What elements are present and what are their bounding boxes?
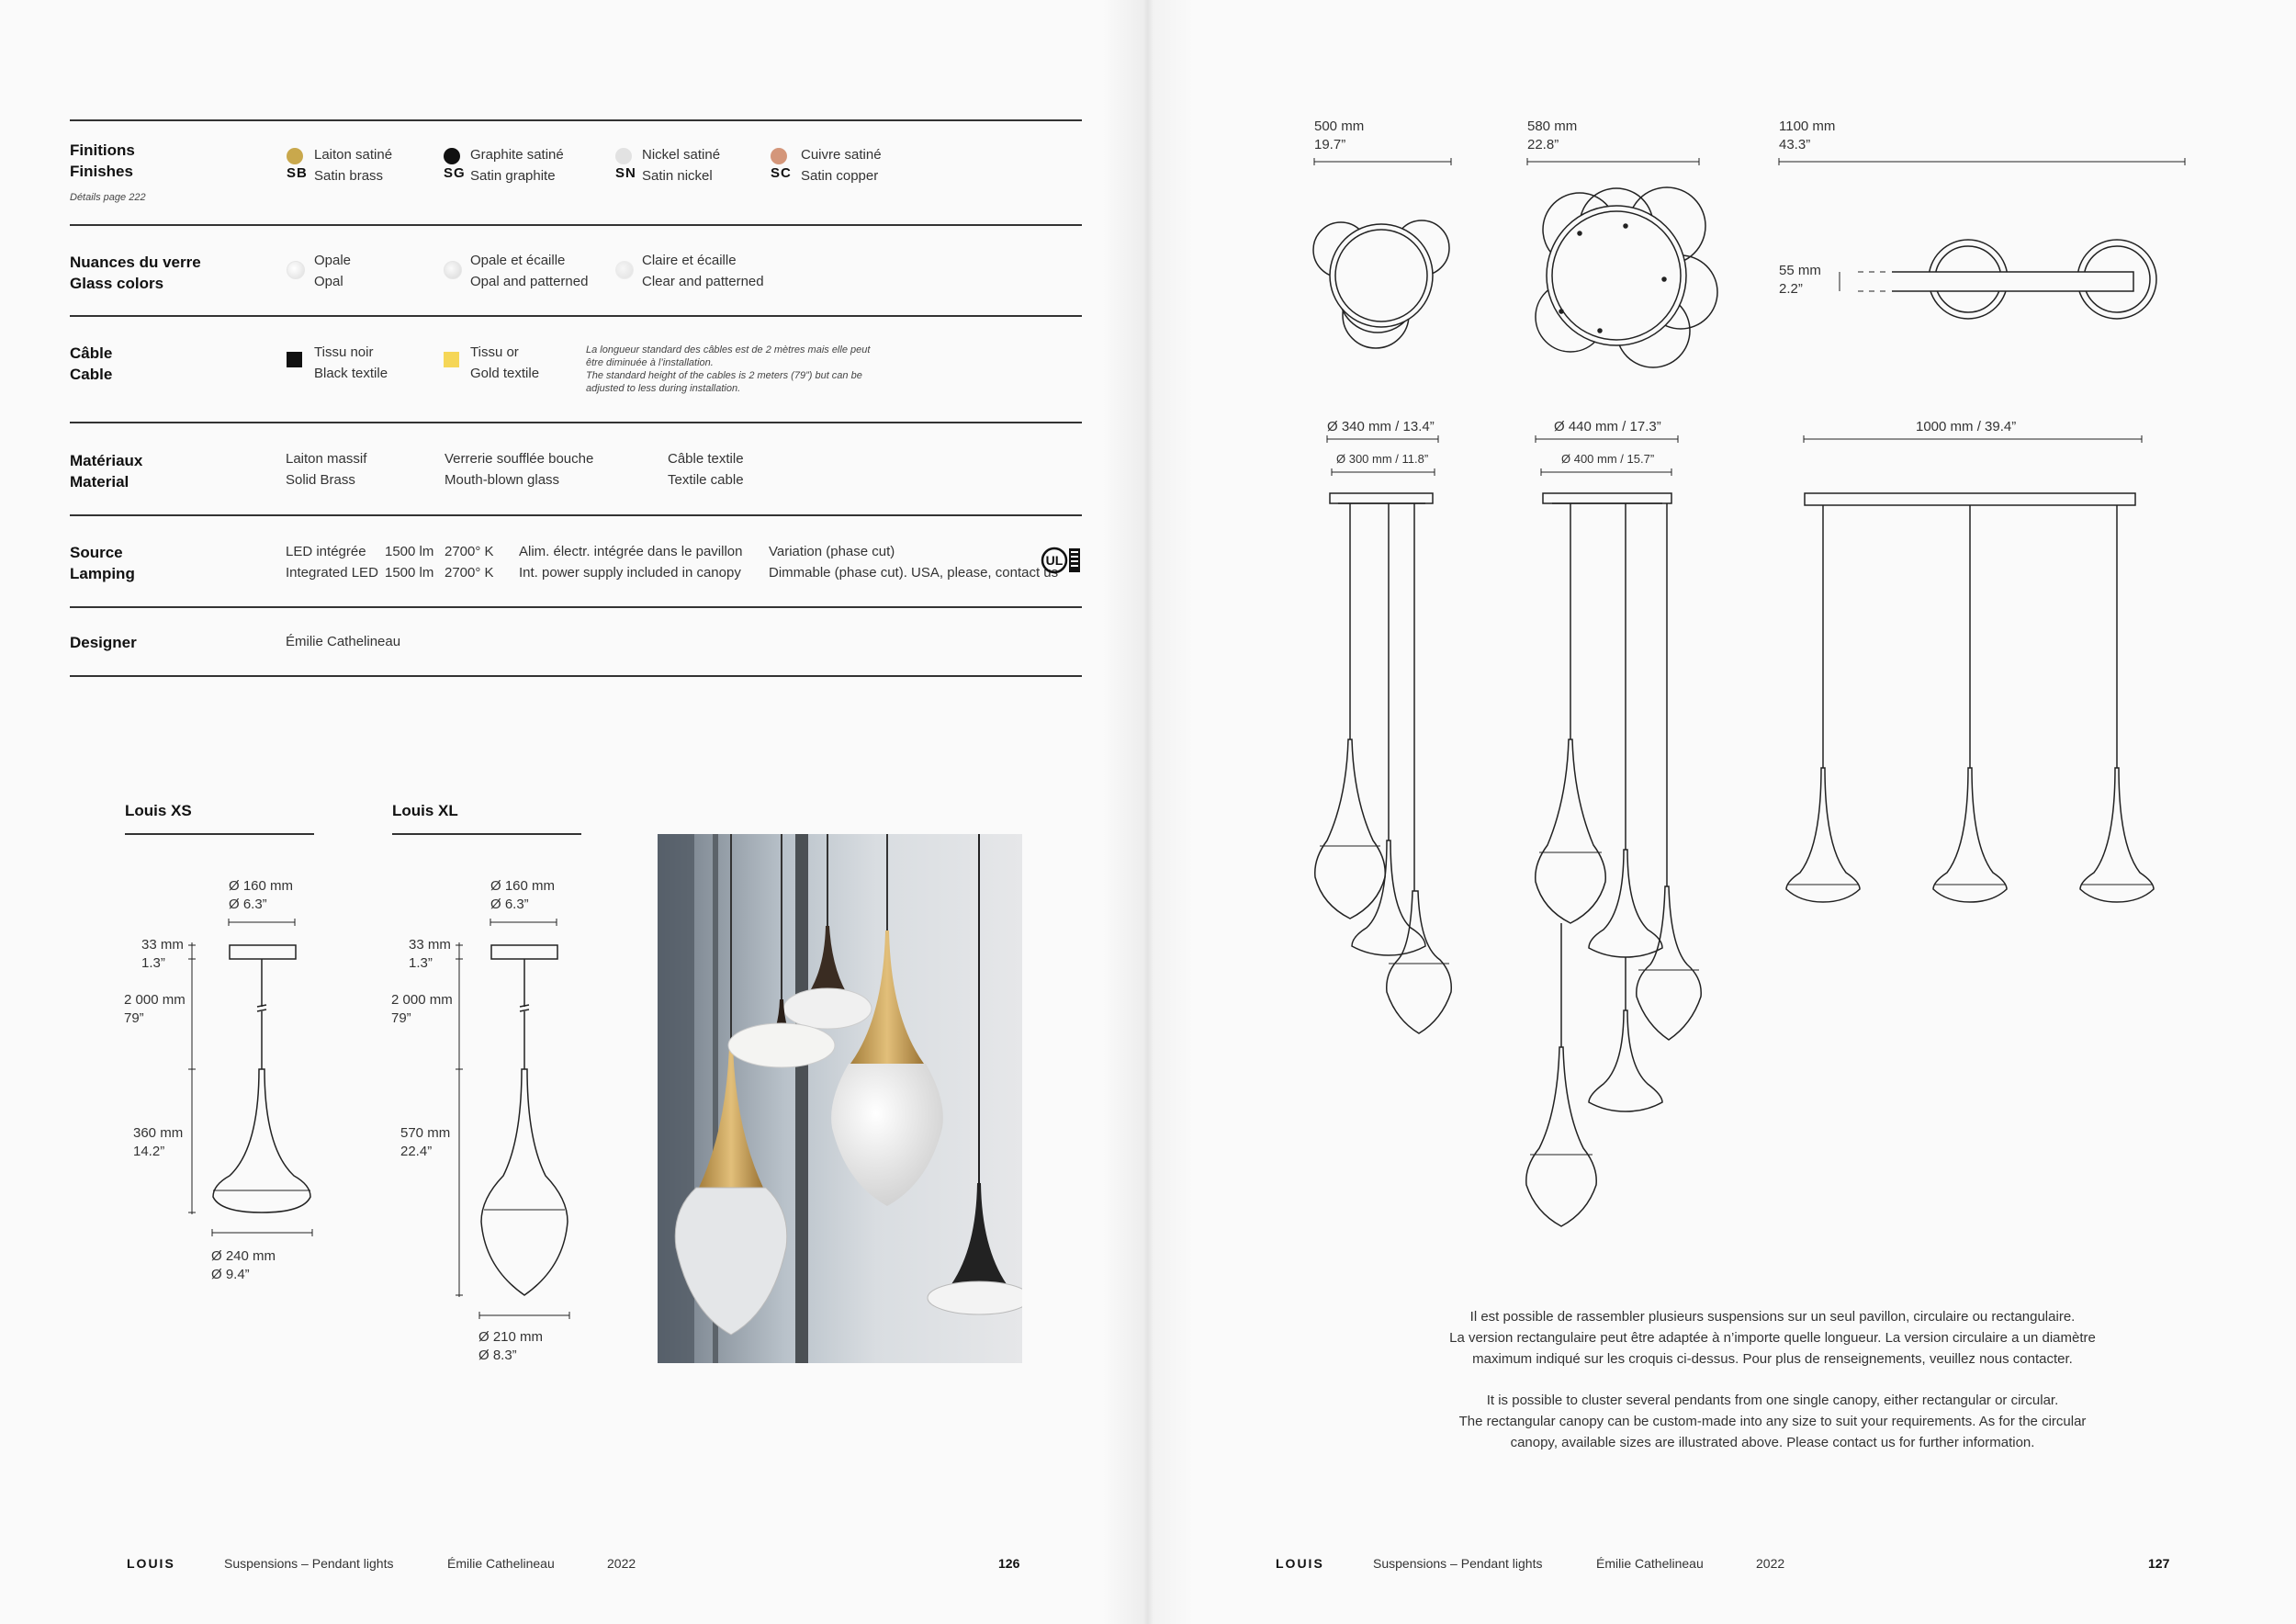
- lamping-kelvin-1: 2700° K: [445, 544, 494, 559]
- xs-cable-mm: 2 000 mm: [124, 992, 186, 1008]
- material-label-en: Material: [70, 473, 129, 491]
- footer-right-year: 2022: [1756, 1556, 1785, 1571]
- cable-label-fr: Câble: [70, 344, 113, 362]
- glass-opal-en: Opal: [314, 274, 343, 289]
- glass-label-fr: Nuances du verre: [70, 254, 201, 271]
- finishes-label-en: Finishes: [70, 163, 133, 180]
- finish-sb-code: SB: [287, 165, 308, 181]
- cluster1-top-view: [1313, 220, 1449, 348]
- cable-label-en: Cable: [70, 366, 113, 383]
- cluster2-elevation: [1526, 493, 1701, 1226]
- cluster1-width-in: 19.7”: [1314, 137, 1346, 152]
- cluster2-width-in: 22.8”: [1527, 137, 1559, 152]
- cluster2-inner-dia: Ø 400 mm / 15.7”: [1561, 452, 1655, 466]
- ul-mark-text: UL: [1045, 553, 1064, 568]
- finishes-label-fr: Finitions: [70, 141, 135, 159]
- cluster3-width-in: 43.3”: [1779, 137, 1811, 152]
- xs-canopy-in: 1.3”: [141, 955, 165, 971]
- finish-sc-en: Satin copper: [801, 168, 879, 184]
- footer-right-designer: Émilie Cathelineau: [1596, 1556, 1704, 1571]
- material-glass-fr: Verrerie soufflée bouche: [445, 451, 594, 467]
- xl-top-dia-mm: Ø 160 mm: [490, 878, 556, 894]
- finish-sg-en: Satin graphite: [470, 168, 556, 184]
- lamping-kelvin-2: 2700° K: [445, 565, 494, 581]
- xl-cable-in: 79”: [391, 1010, 411, 1026]
- designer-label: Designer: [70, 634, 137, 651]
- info-en-line-1: It is possible to cluster several pendants from one single canopy, either rectangular or circular.: [1486, 1393, 2059, 1408]
- glass-clear-patterned-fr: Claire et écaille: [642, 253, 737, 268]
- cluster3-length: 1000 mm / 39.4”: [1916, 419, 2017, 434]
- cluster2-width-mm: 580 mm: [1527, 118, 1578, 134]
- finish-sb-fr: Laiton satiné: [314, 147, 393, 163]
- cluster2-top-view: [1536, 187, 1717, 367]
- material-cable-fr: Câble textile: [668, 451, 744, 467]
- cable-gold-fr: Tissu or: [470, 344, 519, 360]
- cable-black-fr: Tissu noir: [314, 344, 374, 360]
- footer-left-year: 2022: [607, 1556, 636, 1571]
- model-xl-title: Louis XL: [392, 802, 458, 819]
- xl-height-mm: 570 mm: [400, 1125, 451, 1141]
- cluster1-outer-dia: Ø 340 mm / 13.4”: [1327, 419, 1435, 434]
- xs-height-in: 14.2”: [133, 1144, 165, 1159]
- material-glass-en: Mouth-blown glass: [445, 472, 560, 488]
- finish-sc-fr: Cuivre satiné: [801, 147, 882, 163]
- footer-right-category: Suspensions – Pendant lights: [1373, 1556, 1543, 1571]
- cable-gold-en: Gold textile: [470, 366, 540, 381]
- cluster1-width-mm: 500 mm: [1314, 118, 1365, 134]
- lamping-lumen-2: 1500 lm: [385, 565, 434, 581]
- footer-left-brand: LOUIS: [127, 1556, 175, 1571]
- lamping-led-en: Integrated LED: [286, 565, 378, 581]
- lamping-dimming-fr: Variation (phase cut): [769, 544, 895, 559]
- xs-cable-in: 79”: [124, 1010, 144, 1026]
- xl-bottom-dia-mm: Ø 210 mm: [478, 1329, 544, 1345]
- designer-name: Émilie Cathelineau: [286, 634, 401, 649]
- info-fr-line-2: La version rectangulaire peut être adaptée à n’importe quelle longueur. La version circulaire a un diamètre: [1449, 1330, 2096, 1346]
- footer-left-page-number: 126: [998, 1556, 1020, 1571]
- lamping-dimming-en: Dimmable (phase cut). USA, please, contact us: [769, 565, 1059, 581]
- cluster3-width-mm: 1100 mm: [1779, 118, 1836, 134]
- cable-note-fr: La longueur standard des câbles est de 2 mètres mais elle peut être diminuée à l’installation.: [586, 344, 871, 368]
- xs-canopy-mm: 33 mm: [141, 937, 184, 953]
- footer-left-designer: Émilie Cathelineau: [447, 1556, 555, 1571]
- lamping-label-en: Lamping: [70, 565, 135, 582]
- info-en-line-2: The rectangular canopy can be custom-made into any size to suit your requirements. As for the circular: [1458, 1414, 2087, 1429]
- lamping-lumen-1: 1500 lm: [385, 544, 434, 559]
- finishes-note: Détails page 222: [70, 192, 146, 203]
- lamping-led-fr: LED intégrée: [286, 544, 366, 559]
- cable-note-en: The standard height of the cables is 2 meters (79”) but can be adjusted to less during installation.: [586, 370, 862, 394]
- info-fr-line-1: Il est possible de rassembler plusieurs suspensions sur un seul pavillon, circulaire ou rectangulaire.: [1469, 1309, 2076, 1325]
- material-brass-en: Solid Brass: [286, 472, 355, 488]
- cluster2-outer-dia: Ø 440 mm / 17.3”: [1554, 419, 1661, 434]
- finish-sn-en: Satin nickel: [642, 168, 713, 184]
- cable-black-en: Black textile: [314, 366, 388, 381]
- info-en-line-3: canopy, available sizes are illustrated above. Please contact us for further information.: [1510, 1435, 2035, 1450]
- finish-sn-fr: Nickel satiné: [642, 147, 721, 163]
- xs-bottom-dia-mm: Ø 240 mm: [211, 1248, 276, 1264]
- footer-right-page-number: 127: [2148, 1556, 2170, 1571]
- xs-top-dia-in: Ø 6.3”: [229, 897, 267, 912]
- info-fr-line-3: maximum indiqué sur les croquis ci-dessus. Pour plus de renseignements, veuillez nous contacter.: [1472, 1351, 2073, 1367]
- cluster3-top-view: [1840, 240, 2156, 319]
- glass-clear-patterned-en: Clear and patterned: [642, 274, 764, 289]
- glass-label-en: Glass colors: [70, 275, 164, 292]
- lamping-label-fr: Source: [70, 544, 123, 561]
- cluster3-thickness-in: 2.2”: [1779, 281, 1803, 297]
- finish-sg-code: SG: [444, 165, 466, 181]
- glass-opal-fr: Opale: [314, 253, 352, 268]
- footer-right-brand: LOUIS: [1276, 1556, 1324, 1571]
- glass-opal-patterned-en: Opal and patterned: [470, 274, 589, 289]
- finish-sn-code: SN: [615, 165, 636, 181]
- glass-opal-patterned-fr: Opale et écaille: [470, 253, 566, 268]
- xl-height-in: 22.4”: [400, 1144, 433, 1159]
- cluster3-thickness-mm: 55 mm: [1779, 263, 1821, 278]
- cluster1-inner-dia: Ø 300 mm / 11.8”: [1336, 452, 1429, 466]
- xl-canopy-mm: 33 mm: [409, 937, 451, 953]
- finish-sc-code: SC: [771, 165, 792, 181]
- xs-top-dia-mm: Ø 160 mm: [229, 878, 294, 894]
- xl-cable-mm: 2 000 mm: [391, 992, 453, 1008]
- material-cable-en: Textile cable: [668, 472, 744, 488]
- xl-top-dia-in: Ø 6.3”: [490, 897, 529, 912]
- xl-bottom-dia-in: Ø 8.3”: [478, 1348, 517, 1363]
- lamping-power-en: Int. power supply included in canopy: [519, 565, 741, 581]
- finish-sg-fr: Graphite satiné: [470, 147, 564, 163]
- model-xs-title: Louis XS: [125, 802, 192, 819]
- lamping-power-fr: Alim. électr. intégrée dans le pavillon: [519, 544, 743, 559]
- xs-bottom-dia-in: Ø 9.4”: [211, 1267, 250, 1282]
- cluster1-elevation: [1315, 493, 1451, 1033]
- material-label-fr: Matériaux: [70, 452, 143, 469]
- xs-height-mm: 360 mm: [133, 1125, 184, 1141]
- finish-sb-en: Satin brass: [314, 168, 384, 184]
- xl-canopy-in: 1.3”: [409, 955, 433, 971]
- cluster3-elevation: [1786, 493, 2154, 902]
- footer-left-category: Suspensions – Pendant lights: [224, 1556, 394, 1571]
- material-brass-fr: Laiton massif: [286, 451, 367, 467]
